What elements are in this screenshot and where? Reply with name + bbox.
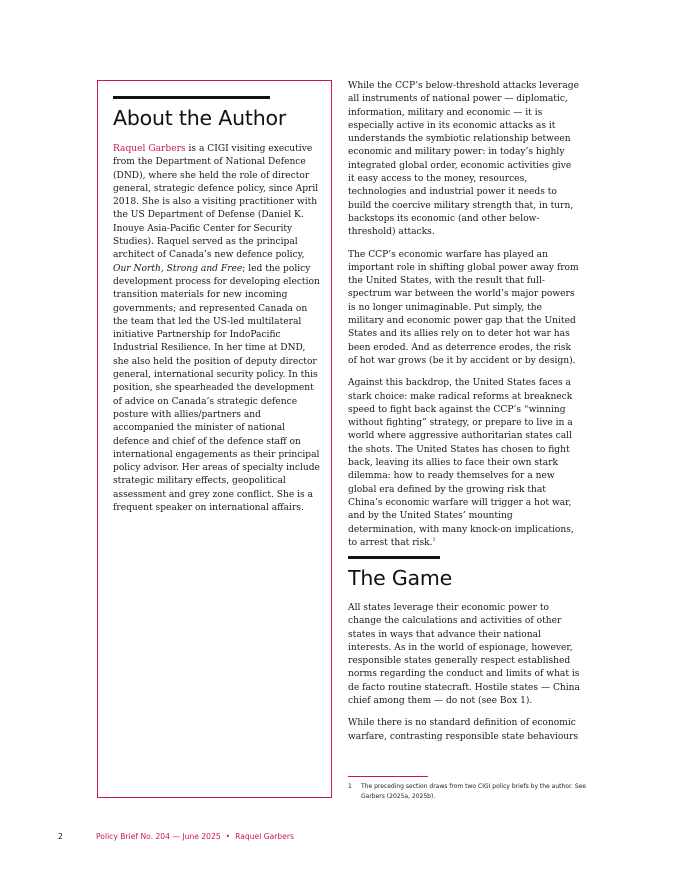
footer-brief-info <box>96 832 294 841</box>
author-bio <box>113 143 323 515</box>
footnote-number: 1 <box>348 783 352 790</box>
game-paragraph-2: While there is no standard definition of economic warfare, contrasting responsible state behaviours <box>348 718 579 742</box>
game-column <box>348 602 580 753</box>
policy-title: Our North, Strong and Free <box>113 263 243 274</box>
main-column <box>348 80 580 559</box>
about-author-rule <box>113 96 270 99</box>
about-author-heading: About the Author <box>113 106 287 130</box>
main-paragraph-1: While the CCP’s below-threshold attacks leverage all instruments of national power — diplomatic, information, military and economic — it is especially active in its economic attacks as it understands the symbiotic relationship between economic and military power: in today’s highly integrated global order, economic activities give it easy access to the money, resources, technologies and industrial power it needs to build the coercive military strength that, in turn, backstops its economic (and other below-threshold) attacks. <box>348 81 579 238</box>
footnote-text: The preceding section draws from two CIGI policy briefs by the author. See Garbers (2025a, 2025b). <box>361 783 586 800</box>
bio-text-part1: is a CIGI visiting executive from the Department of National Defence (DND), where she held the role of director general, strategic defence policy, since April 2018. She is also a visiting practitioner with the US Department of Defense (Daniel K. Inouye Asia-Pacific Center for Security Studies). Raquel served as the principal architect of Canada’s new defence policy, <box>113 144 319 261</box>
main-paragraph-3-text: Against this backdrop, the United States faces a stark choice: make radical reforms at breakneck speed to fight back against the CCP’s “winning without fighting” strategy, or prepare to live in a world where aggressive authoritarian states call the shots. The United States has chosen to fight back, leaving its allies to face their own stark dilemma: how to ready themselves for a new global era defined by the growing risk that China’s economic warfare will trigger a hot war, and by the United States’ mounting determination, with many knock-on implications, to arrest that risk. <box>348 378 574 548</box>
footnote-ref-1[interactable]: 1 <box>432 536 436 543</box>
footer-separator: • <box>225 832 231 841</box>
footnote-rule <box>348 776 428 777</box>
page-number: 2 <box>58 832 63 841</box>
the-game-rule <box>348 556 440 559</box>
footer-author: Raquel Garbers <box>235 832 294 841</box>
game-paragraph-1: All states leverage their economic power to change the calculations and activities of other states in ways that advance their national interests. As in the world of espionage, however, responsible states generally respect established norms regarding the conduct and limits of what is de facto routine statecraft. Hostile states — China chief among them — do not (see Box 1). <box>348 603 580 707</box>
main-paragraph-3 <box>348 377 580 550</box>
author-name: Raquel Garbers <box>113 144 186 154</box>
bio-text-part2: ; led the policy development process for developing election transition materials for new incoming governments; and represented Canada on the team that led the US-led multilateral initiative Partnership for IndoPacific Industrial Resilience. In her time at DND, she also held the position of deputy director general, international security policy. In this position, she spearheaded the development of advice on Canada’s strategic defence posture with allies/partners and accompanied the minister of national defence and chief of the defence staff on international engagements as their principal policy advisor. Her areas of specialty include strategic military effects, geopolitical assessment and grey zone conflict. She is a frequent speaker on international affairs. <box>113 263 320 514</box>
the-game-heading: The Game <box>348 566 453 590</box>
footer-brief: Policy Brief No. 204 — June 2025 <box>96 832 221 841</box>
main-paragraph-2: The CCP’s economic warfare has played an important role in shifting global power away from the United States, with the result that full-spectrum war between the world’s major powers is no longer unimaginable. Put simply, the military and economic power gap that the United States and its allies rely on to deter hot war has been eroded. And as deterrence erodes, the risk of hot war grows (be it by accident or by design). <box>348 249 579 366</box>
